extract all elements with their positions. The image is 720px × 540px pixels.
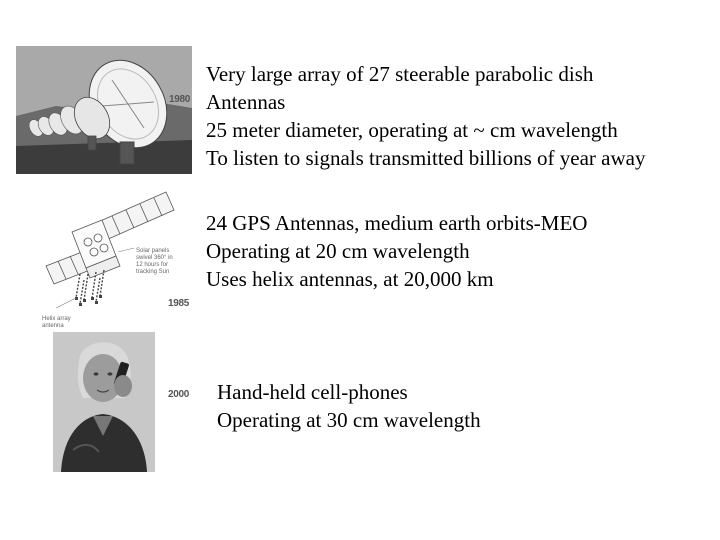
cellphone-description (217, 378, 481, 434)
vla-dish-illustration (16, 46, 192, 174)
cellphone-line-2: Operating at 30 cm wavelength (217, 408, 481, 432)
year-label-2000: 2000 (168, 389, 190, 400)
person-with-cell-phone-photo (53, 332, 155, 472)
year-label-1980: 1980 (169, 94, 191, 105)
cellphone-line-1: Hand-held cell-phones (217, 380, 408, 404)
vla-description (206, 60, 645, 172)
vla-line-1: Very large array of 27 steerable parabolic dish (206, 62, 594, 86)
cell-phone-user-illustration (53, 332, 155, 472)
helix-array-note: Helix array antenna (42, 316, 71, 329)
gps-description (206, 209, 587, 293)
vla-line-2: Antennas (206, 90, 286, 114)
year-label-1985: 1985 (168, 298, 190, 309)
gps-line-2: Operating at 20 cm wavelength (206, 239, 470, 263)
gps-line-3: Uses helix antennas, at 20,000 km (206, 267, 494, 291)
solar-panel-note: Solar panels swivel 360° in 12 hours for tracking Sun (136, 248, 173, 275)
vla-dish-antennas-photo (16, 46, 192, 174)
vla-line-4: To listen to signals transmitted billions of year away (206, 146, 646, 170)
gps-line-1: 24 GPS Antennas, medium earth orbits-MEO (206, 211, 588, 235)
vla-line-3: 25 meter diameter, operating at ~ cm wavelength (206, 118, 618, 142)
